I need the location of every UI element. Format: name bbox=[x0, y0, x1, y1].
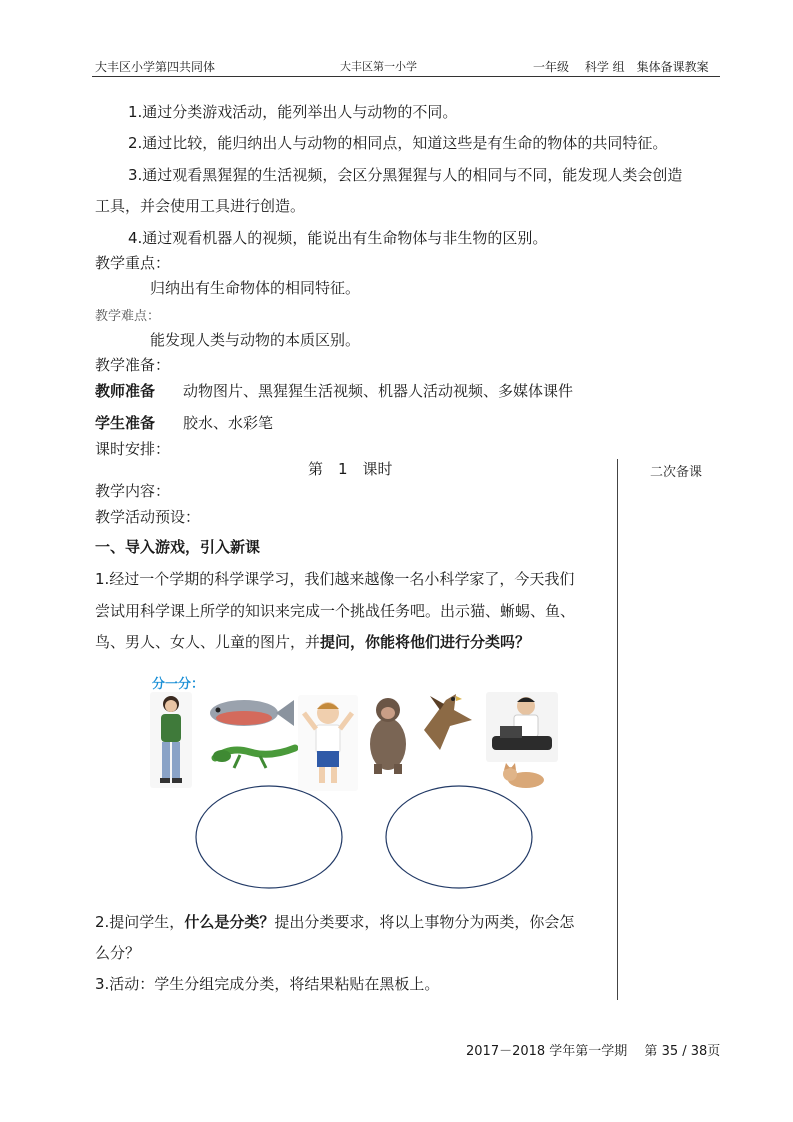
bird-image bbox=[416, 690, 478, 762]
header-left: 大丰区小学第四共同体 bbox=[95, 60, 216, 74]
objective-4: 4.通过观看机器人的视频，能说出有生命物体与非生物的区别。 bbox=[128, 229, 548, 247]
step1-line3-plain: 鸟、男人、女人、儿童的图片，并 bbox=[95, 633, 321, 651]
activity-label: 教学活动预设： bbox=[95, 508, 201, 526]
step2-part2: 提出分类要求，将以上事物分为两类，你会怎 bbox=[274, 913, 575, 931]
step2-line2: 么分？ bbox=[95, 944, 141, 962]
child-image bbox=[298, 695, 358, 791]
objective-2: 2.通过比较，能归纳出人与动物的相同点，知道这些是有生命的物体的共同特征。 bbox=[128, 134, 668, 152]
step1-line3-bold: 提问，你能将他们进行分类吗？ bbox=[320, 633, 531, 651]
category-circle-1 bbox=[192, 782, 346, 892]
man-image bbox=[486, 692, 558, 762]
difficulty-text: 能发现人类与动物的本质区别。 bbox=[150, 331, 361, 349]
side-note: 二次备课 bbox=[650, 465, 703, 480]
key-point-text: 归纳出有生命物体的相同特征。 bbox=[150, 279, 361, 297]
student-prep-label: 学生准备 bbox=[95, 414, 156, 432]
footer-page-info: 2017－2018 学年第一学期 第 35 / 38页 bbox=[466, 1044, 721, 1059]
step2-part1: 2.提问学生， bbox=[95, 913, 185, 931]
woman-image bbox=[150, 692, 192, 788]
step1-line2: 尝试用科学课上所学的知识来完成一个挑战任务吧。出示猫、蜥蜴、鱼、 bbox=[95, 602, 576, 620]
student-prep-text: 胶水、水彩笔 bbox=[183, 414, 274, 432]
figure-title: 分一分： bbox=[152, 677, 205, 692]
header-center: 大丰区第一小学 bbox=[340, 60, 417, 73]
step2-bold: 什么是分类？ bbox=[184, 913, 275, 931]
step3: 3.活动：学生分组完成分类，将结果粘贴在黑板上。 bbox=[95, 975, 440, 993]
fish-image bbox=[204, 695, 296, 731]
objective-3: 3.通过观看黑猩猩的生活视频，会区分黑猩猩与人的相同与不同，能发现人类会创造 bbox=[128, 166, 683, 184]
teacher-prep-label: 教师准备 bbox=[95, 382, 156, 400]
category-circle-2 bbox=[382, 782, 536, 892]
monkey-image bbox=[364, 694, 412, 776]
step2-line1 bbox=[95, 912, 574, 932]
objective-1: 1.通过分类游戏活动，能列举出人与动物的不同。 bbox=[128, 103, 458, 121]
lesson-title: 第 1 课时 bbox=[308, 460, 393, 478]
content-label: 教学内容： bbox=[95, 482, 171, 500]
step1-line3 bbox=[95, 632, 530, 652]
teacher-prep-text: 动物图片、黑猩猩生活视频、机器人活动视频、多媒体课件 bbox=[183, 382, 574, 400]
header-divider bbox=[92, 76, 720, 77]
objective-3-cont: 工具，并会使用工具进行创造。 bbox=[95, 197, 306, 215]
preparation-label: 教学准备： bbox=[95, 356, 171, 374]
section1-title: 一、导入游戏，引入新课 bbox=[95, 538, 261, 556]
header-right: 一年级 科学 组 集体备课教案 bbox=[533, 60, 709, 74]
schedule-label: 课时安排： bbox=[95, 440, 171, 458]
lizard-image bbox=[210, 738, 300, 772]
key-point-label: 教学重点： bbox=[95, 254, 171, 272]
column-divider bbox=[617, 459, 618, 1000]
step1-line1: 1.经过一个学期的科学课学习，我们越来越像一名小科学家了，今天我们 bbox=[95, 570, 575, 588]
difficulty-label: 教学难点： bbox=[95, 309, 161, 324]
